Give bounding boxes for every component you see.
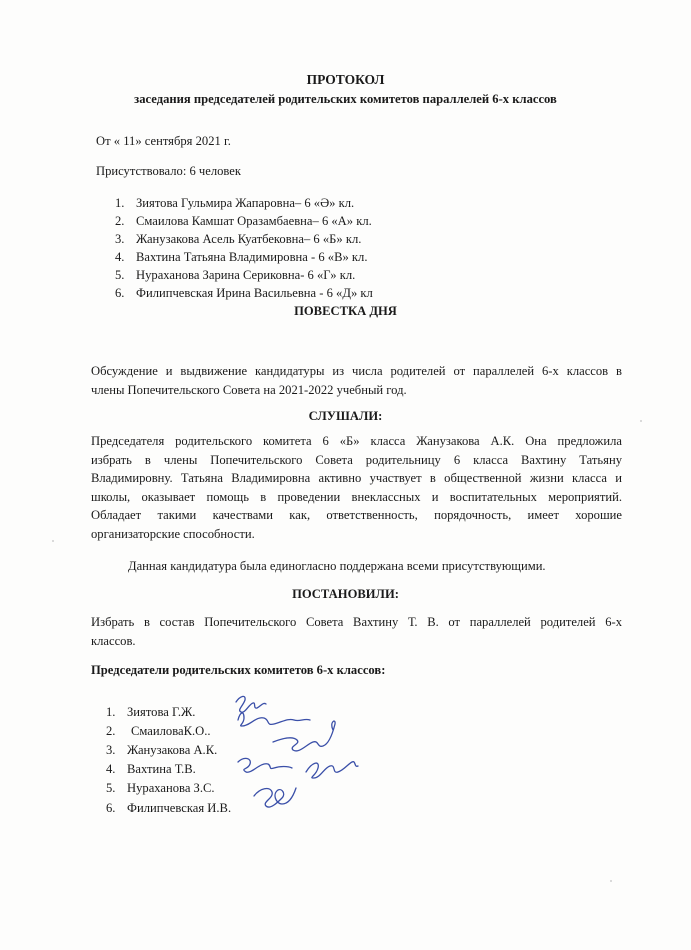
resolved-text: [91, 613, 622, 650]
signatory-item: Нураханова З.С.: [127, 781, 215, 795]
signatory-item: Жанузакова А.К.: [127, 743, 218, 757]
signatory-number: 2.: [106, 724, 116, 738]
resolved-line: классов.: [91, 633, 136, 648]
document-subtitle: заседания председателей родительских комитетов параллелей 6-х классов: [134, 92, 557, 106]
attendee-number: 5.: [115, 268, 125, 282]
scan-speck: [640, 420, 642, 422]
attendee-number: 1.: [115, 196, 125, 210]
agenda-text: [91, 362, 622, 399]
signatory-item: Зиятова Г.Ж.: [127, 705, 196, 719]
attendee-item: Зиятова Гульмира Жапаровна– 6 «Ә» кл.: [136, 196, 355, 210]
document-title: ПРОТОКОЛ: [306, 72, 385, 87]
attendee-item: Вахтина Татьяна Владимировна - 6 «В» кл.: [136, 250, 368, 264]
signatory-number: 1.: [106, 705, 116, 719]
attendee-number: 4.: [115, 250, 125, 264]
agenda-line: члены Попечительского Совета на 2021-2022 учебный год.: [91, 382, 407, 397]
attendee-item: Нураханова Зарина Сериковна- 6 «Г» кл.: [136, 268, 356, 282]
signature-1: [236, 696, 266, 712]
signature-3: [273, 721, 335, 751]
agenda-line: Обсуждение и выдвижение кандидатуры из числа родителей от параллелей 6-х классов в: [91, 364, 622, 378]
heard-line: организаторские способности.: [91, 526, 255, 541]
attendee-item: Жанузакова Асель Куатбековна– 6 «Б» кл.: [136, 232, 362, 246]
handwritten-signatures: [218, 680, 368, 830]
scan-speck: [610, 880, 612, 882]
signature-6: [254, 788, 296, 807]
agenda-heading: ПОВЕСТКА ДНЯ: [294, 304, 397, 318]
heard-heading: СЛУШАЛИ:: [308, 409, 383, 423]
resolved-line: Избрать в состав Попечительского Совета Вахтину Т. В. от параллелей родителей 6-х: [91, 615, 622, 629]
support-statement: Данная кандидатура была единогласно поддержана всеми присутствующими.: [128, 559, 546, 573]
meeting-date: От « 11» сентября 2021 г.: [96, 134, 231, 148]
attendee-item: Филипчевская Ирина Васильевна - 6 «Д» кл: [136, 286, 373, 300]
heard-text: [91, 432, 622, 544]
signature-5: [306, 762, 358, 778]
heard-line: Владимировну. Татьяна Владимировна активно участвует в общественной жизни класса и: [91, 471, 622, 486]
signatory-number: 6.: [106, 801, 116, 815]
heard-line: школы, оказывает помощь в проведении внеклассных и воспитательных мероприятий.: [91, 489, 622, 504]
signature-4: [238, 758, 292, 772]
signatory-item: СмаиловаК.О..: [131, 724, 211, 738]
signature-2: [238, 713, 310, 726]
attendee-number: 3.: [115, 232, 125, 246]
resolved-heading: ПОСТАНОВИЛИ:: [292, 587, 399, 601]
signatory-number: 5.: [106, 781, 116, 795]
signatory-number: 4.: [106, 762, 116, 776]
signatory-number: 3.: [106, 743, 116, 757]
heard-line: Председателя родительского комитета 6 «Б» класса Жанузакова А.К. Она предложила: [91, 434, 622, 448]
heard-line: избрать в члены Попечительского Совета родительницу 6 класса Вахтину Татьяну: [91, 452, 622, 467]
attendee-number: 2.: [115, 214, 125, 228]
signatories-heading: Председатели родительских комитетов 6-х классов:: [91, 663, 386, 677]
attendee-item: Смаилова Камшат Оразамбаевна– 6 «А» кл.: [136, 214, 372, 228]
signatory-item: Филипчевская И.В.: [127, 801, 232, 815]
signatory-item: Вахтина Т.В.: [127, 762, 196, 776]
scan-speck: [52, 540, 54, 542]
attendee-number: 6.: [115, 286, 125, 300]
heard-line: Обладает такими качествами как, ответственность, порядочность, имеет хорошие: [91, 508, 622, 523]
attendance-count: Присутствовало: 6 человек: [96, 164, 242, 178]
